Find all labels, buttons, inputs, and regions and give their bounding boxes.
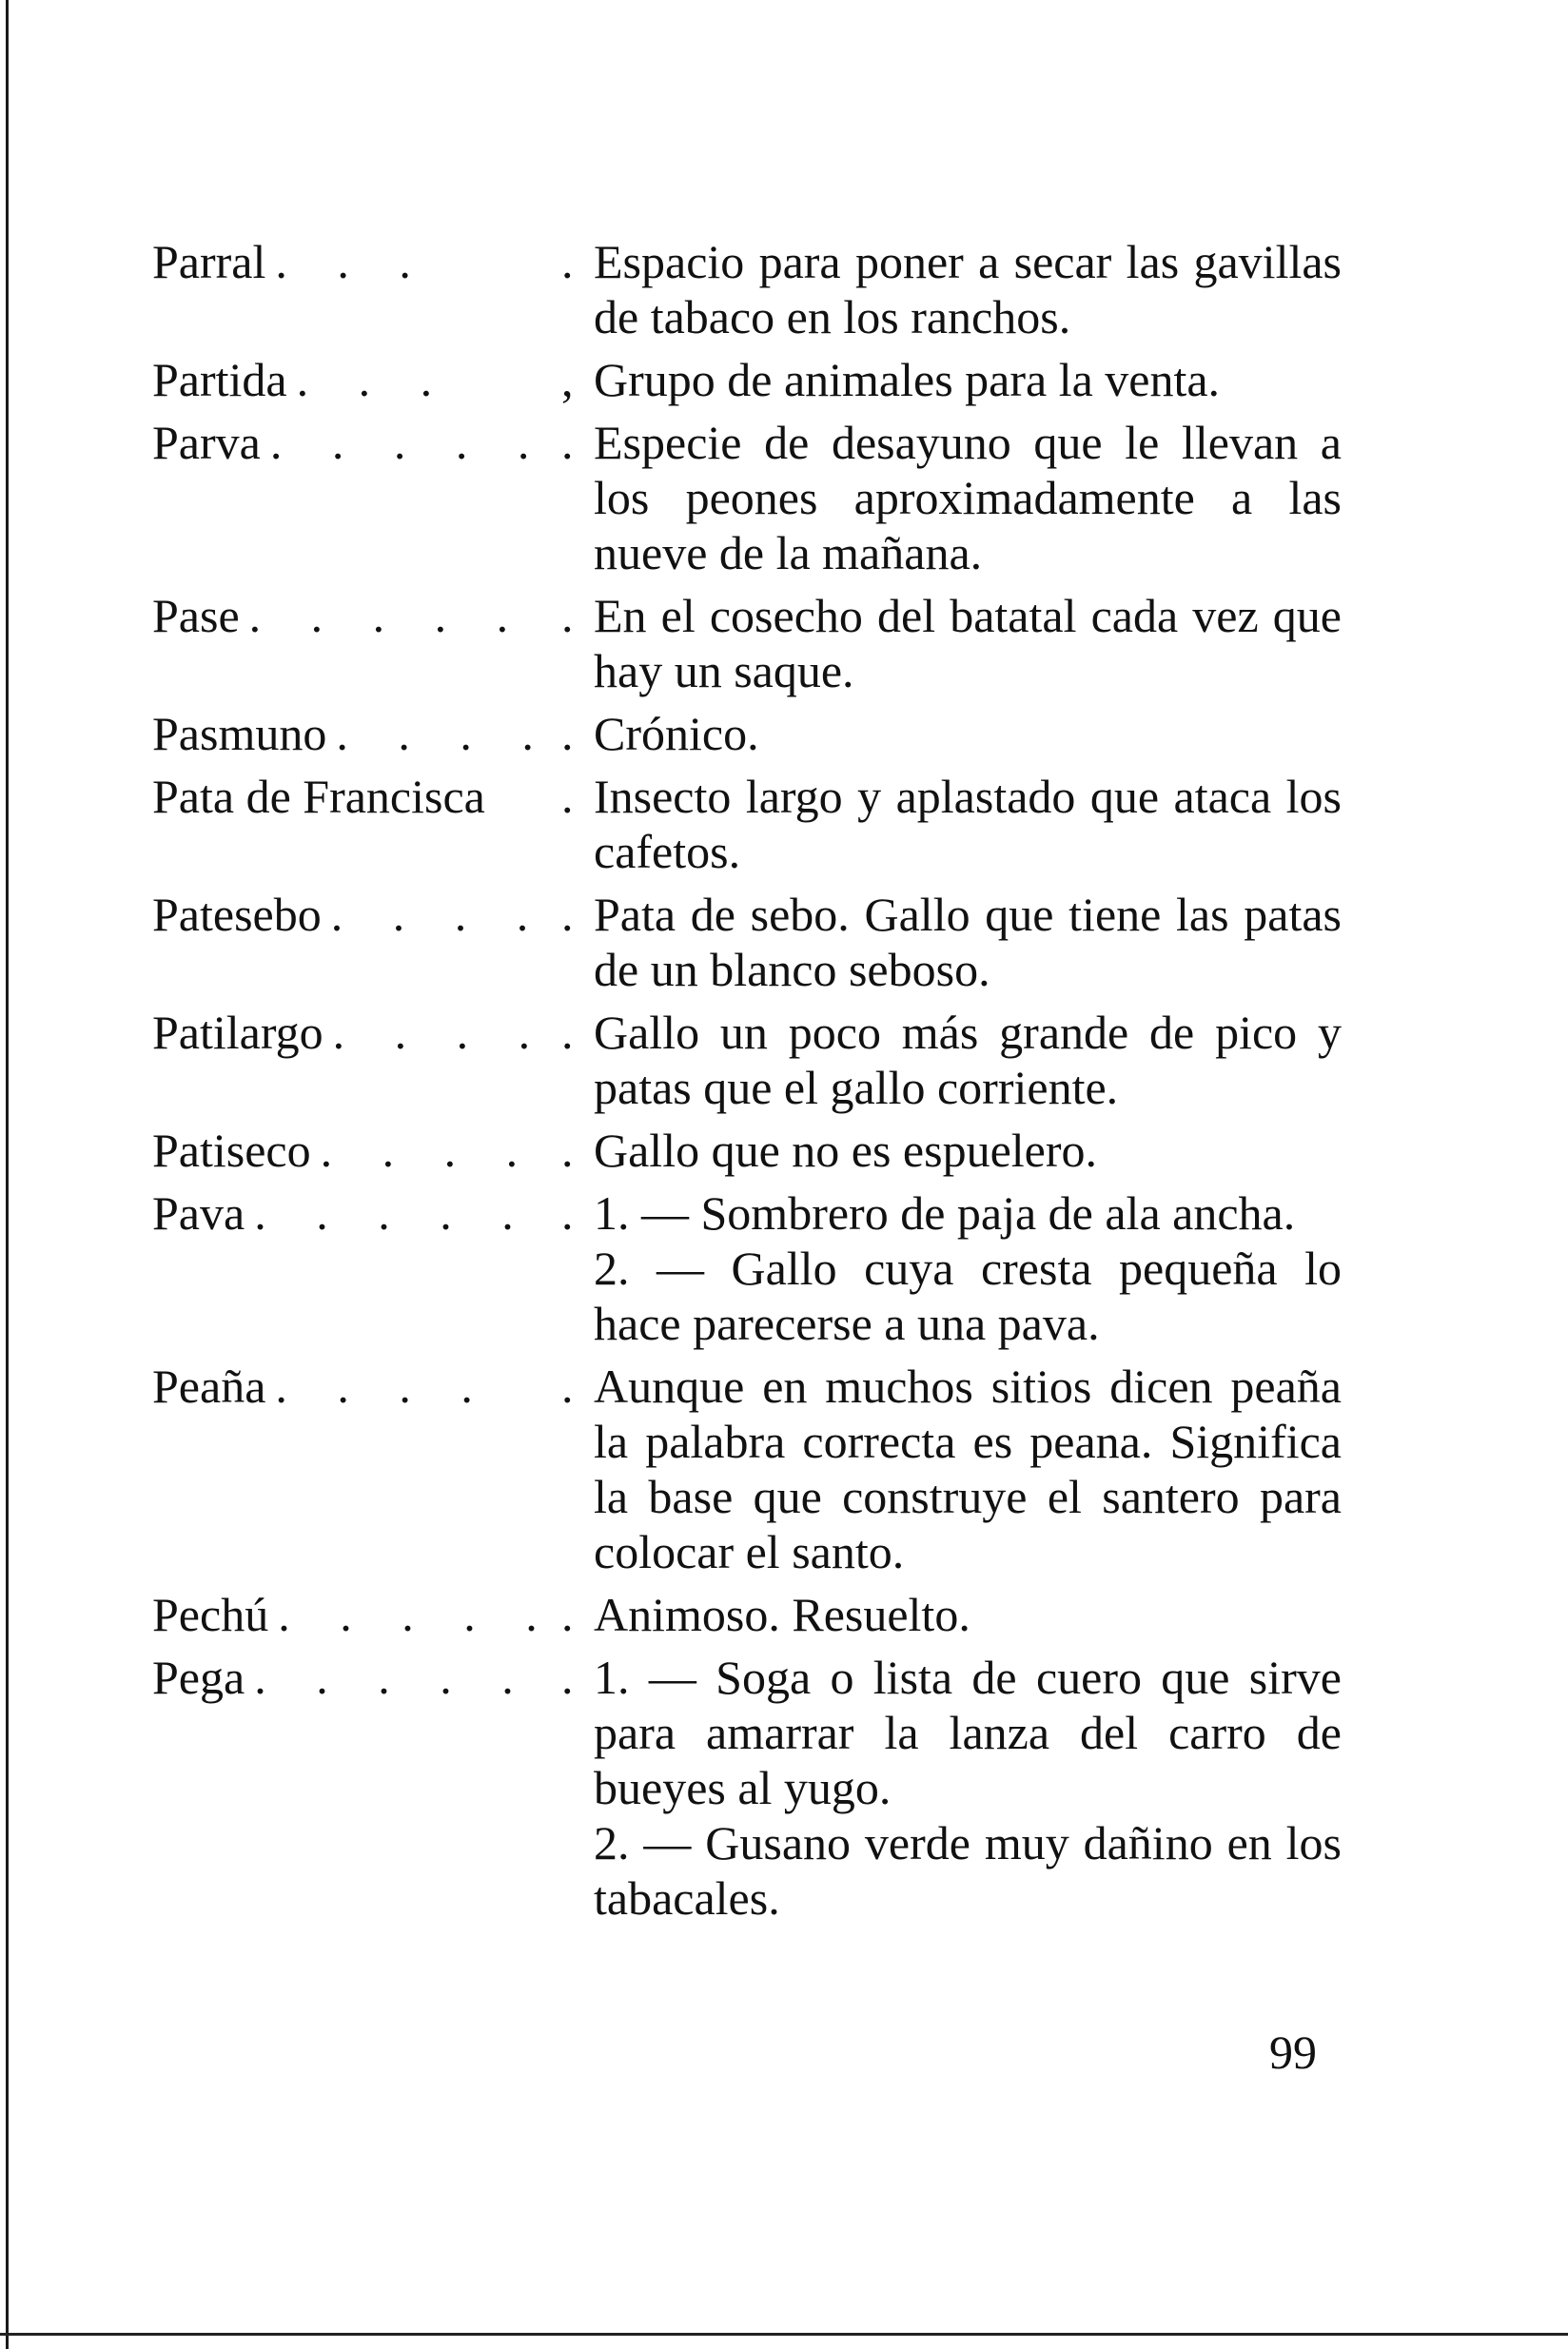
entry-separator: , [561, 353, 574, 406]
entry-term: Parva [152, 416, 261, 469]
definition-sense: Gallo que no es espuelero. [594, 1124, 1098, 1177]
definition-sense: Espacio para poner a secar las gavillas de tabaco en los ranchos. [594, 235, 1342, 343]
entry-separator: . [561, 1651, 574, 1704]
entry-definition [594, 706, 1351, 761]
entry-separator: . [561, 1588, 574, 1641]
glossary-entry [152, 415, 1351, 580]
entry-term-column [152, 588, 561, 698]
glossary-entry [152, 234, 1351, 344]
entry-term-column [152, 1359, 561, 1579]
glossary-list [152, 234, 1351, 1933]
definition-sense: 2. — Gallo cuya cresta pequeña lo hace parecerse a una pava. [594, 1242, 1342, 1350]
entry-separator: . [561, 235, 574, 288]
entry-definition [594, 1005, 1351, 1115]
entry-term: Pega [152, 1651, 245, 1704]
entry-separator: . [561, 1186, 574, 1240]
definition-sense: Insecto largo y aplastado que ataca los cafetos. [594, 770, 1342, 878]
definition-sense: 1. — Soga o lista de cuero que sirve para amarrar la lanza del carro de bueyes al yugo. [594, 1651, 1342, 1814]
entry-separator: . [561, 888, 574, 941]
entry-separator: . [561, 416, 574, 469]
entry-definition [594, 234, 1351, 344]
entry-definition [594, 1185, 1351, 1351]
page-bottom-edge [0, 2333, 1568, 2336]
definition-sense: Gallo un poco más grande de pico y patas que el gallo corriente. [594, 1006, 1342, 1114]
entry-term: Pechú [152, 1588, 269, 1641]
entry-separator: . [561, 707, 574, 760]
entry-term-column [152, 1005, 561, 1115]
definition-sense: Aunque en muchos sitios dicen peaña la palabra correcta es peana. Significa la base que construye el santero para colocar el santo. [594, 1360, 1342, 1578]
entry-definition [594, 1587, 1351, 1642]
entry-term: Pava [152, 1186, 245, 1240]
entry-definition [594, 769, 1351, 879]
dot-leader: . . . . . [248, 589, 528, 642]
definition-sense: Grupo de animales para la venta. [594, 353, 1221, 406]
entry-definition [594, 1359, 1351, 1579]
entry-term: Pata de Francisca [152, 770, 485, 823]
entry-separator: . [561, 770, 574, 823]
glossary-entry [152, 1359, 1351, 1579]
glossary-entry [152, 352, 1351, 407]
dot-leader: . . . . [332, 1006, 550, 1059]
entry-term-column [152, 352, 561, 407]
dot-leader: . . . . . [254, 1651, 533, 1704]
entry-term-column [152, 706, 561, 761]
glossary-entry [152, 1185, 1351, 1351]
glossary-entry [152, 1587, 1351, 1642]
entry-term: Pasmuno [152, 707, 327, 760]
entry-definition [594, 415, 1351, 580]
glossary-entry [152, 1005, 1351, 1115]
glossary-entry [152, 706, 1351, 761]
definition-sense: 1. — Sombrero de paja de ala ancha. [594, 1186, 1296, 1240]
dot-leader: . . . . [336, 707, 553, 760]
definition-sense: En el cosecho del batatal cada vez que hay un saque. [594, 589, 1342, 697]
entry-term: Partida [152, 353, 287, 406]
dot-leader: . . . . [320, 1124, 538, 1177]
dot-leader: . . . . . [254, 1186, 533, 1240]
entry-separator: . [561, 1360, 574, 1413]
entry-definition [594, 1123, 1351, 1178]
glossary-entry [152, 769, 1351, 879]
entry-definition [594, 588, 1351, 698]
entry-definition [594, 1650, 1351, 1926]
glossary-entry [152, 1123, 1351, 1178]
dot-leader: . . . [296, 353, 452, 406]
entry-definition [594, 352, 1351, 407]
entry-term: Patilargo [152, 1006, 323, 1059]
dot-leader: . . . . . [269, 416, 549, 469]
entry-term: Patesebo [152, 888, 322, 941]
dot-leader: . . . . . [278, 1588, 557, 1641]
entry-definition [594, 887, 1351, 997]
page-left-edge [6, 0, 9, 2349]
entry-term-column [152, 415, 561, 580]
entry-term: Pase [152, 589, 240, 642]
entry-term: Patiseco [152, 1124, 311, 1177]
dot-leader: . . . . [275, 1360, 492, 1413]
definition-sense: Pata de sebo. Gallo que tiene las patas de un blanco seboso. [594, 888, 1342, 996]
entry-term-column [152, 887, 561, 997]
definition-sense: Especie de desayuno que le llevan a los peones aproximadamente a las nueve de la mañana. [594, 416, 1342, 579]
entry-term-column [152, 769, 561, 879]
entry-separator: . [561, 1006, 574, 1059]
entry-term-column [152, 1185, 561, 1351]
entry-term-column [152, 1123, 561, 1178]
glossary-entry [152, 588, 1351, 698]
entry-term-column [152, 1587, 561, 1642]
entry-separator: . [561, 1124, 574, 1177]
entry-separator: . [561, 589, 574, 642]
entry-term: Peaña [152, 1360, 266, 1413]
definition-sense: Animoso. Resuelto. [594, 1588, 970, 1641]
entry-term: Parral [152, 235, 266, 288]
glossary-entry [152, 1650, 1351, 1926]
glossary-entry [152, 887, 1351, 997]
page-number: 99 [1269, 2026, 1317, 2079]
definition-sense: Crónico. [594, 707, 759, 760]
entry-term-column [152, 234, 561, 344]
entry-term-column [152, 1650, 561, 1926]
dot-leader: . . . . [330, 888, 548, 941]
dot-leader: . . . [275, 235, 430, 288]
definition-sense: 2. — Gusano verde muy dañino en los tabacales. [594, 1816, 1342, 1925]
